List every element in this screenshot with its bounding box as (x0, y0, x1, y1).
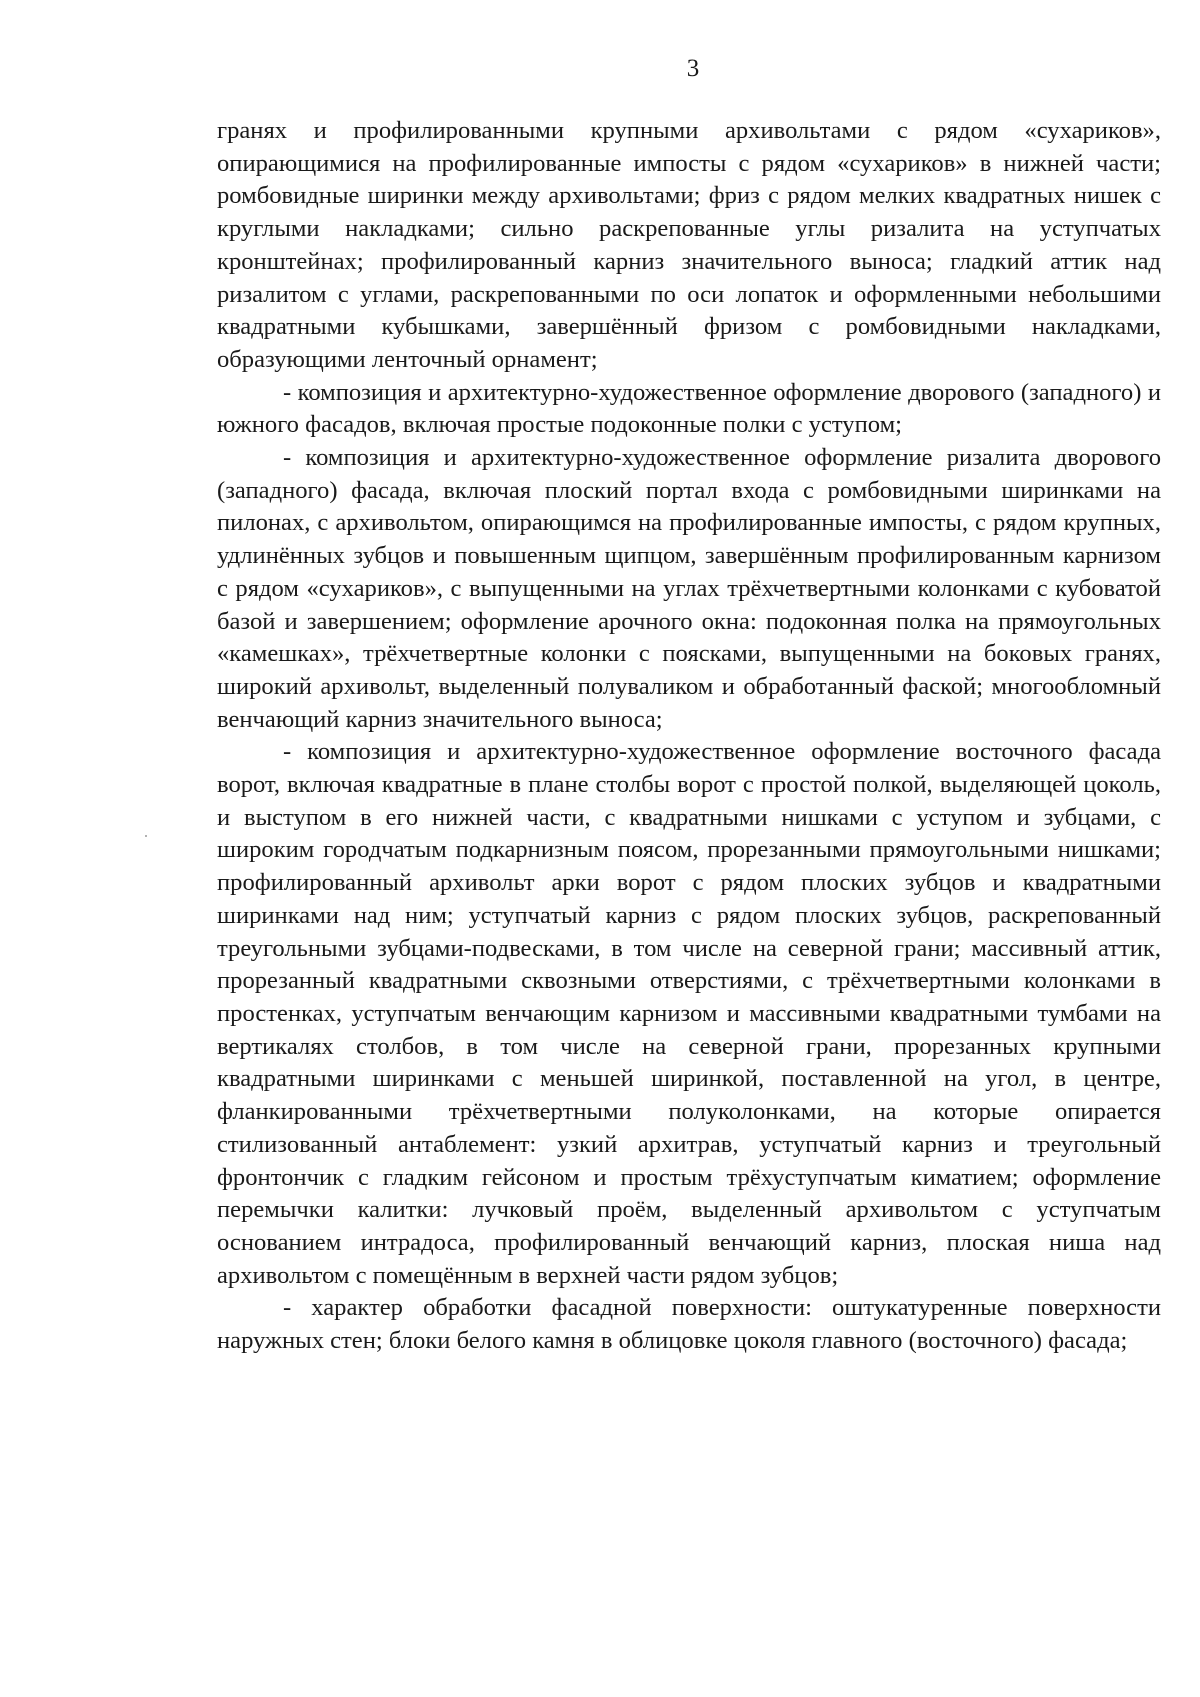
list-item-courtyard-risalit: - композиция и архитектурно-художественное оформление ризалита дворового (западного) фасада, включая плоский портал входа с ромбовидными ширинками на пилонах, с архивольтом, опирающимся на профилированные импосты, с рядом крупных, удлинённых зубцов и повышенным щипцом, завершённым профилированным карнизом с рядом «сухариков», с выпущенными на углах трёхчетвертными колонками с кубоватой базой и завершением; оформление арочного окна: подоконная полка на прямоугольных «камешках», трёхчетвертные колонки с поясками, выпущенными на боковых гранях, широкий архивольт, выделенный полуваликом и обработанный фаской; многообломный венчающий карниз значительного выноса; (217, 444, 1161, 733)
paragraph-continuation: гранях и профилированными крупными архивольтами с рядом «сухариков», опирающимися на профилированные импосты с рядом «сухариков» в нижней части; ромбовидные ширинки между архивольтами; фриз с рядом мелких квадратных нишек с круглыми накладками; сильно раскрепованные углы ризалита на уступчатых кронштейнах; профилированный карниз значительного выноса; гладкий аттик над ризалитом с углами, раскрепованными по оси лопаток и оформленными небольшими квадратными кубышками, завершённый фризом с ромбовидными накладками, образующими ленточный орнамент; (217, 117, 1161, 373)
scan-speck (145, 835, 147, 837)
list-item-gate-east-facade: - композиция и архитектурно-художественное оформление восточного фасада ворот, включая квадратные в плане столбы ворот с простой полкой, выделяющей цоколь, и выступом в его нижней части, с квадратными нишками с уступом и зубцами, с широким городчатым подкарнизным поясом, прорезанными прямоугольными нишками; профилированный архивольт арки ворот с рядом плоских зубцов и квадратными ширинками над ним; уступчатый карниз с рядом плоских зубцов, раскрепованный треугольными зубцами-подвесками, в том числе на северной грани; массивный аттик, прорезанный квадратными сквозными отверстиями, с трёхчетвертными колонками в простенках, уступчатым венчающим карнизом и массивными квадратными тумбами на вертикалях столбов, в том числе на северной грани, прорезанных крупными квадратными ширинками с меньшей ширинкой, поставленной на угол, в центре, фланкированными трёхчетвертными полуколонками, на которые опирается стилизованный антаблемент: узкий архитрав, уступчатый карниз и треугольный фронтончик с гладким гейсоном и простым трёхуступчатым киматием; оформление перемычки калитки: лучковый проём, выделенный архивольтом с уступчатым основанием интрадоса, профилированный венчающий карниз, плоская ниша над архивольтом с помещённым в верхней части рядом зубцов; (217, 738, 1161, 1289)
document-body (217, 115, 1161, 1358)
page-number: 3 (686, 55, 700, 82)
list-item-west-south-facades: - композиция и архитектурно-художественное оформление дворового (западного) и южного фасадов, включая простые подоконные полки с уступом; (217, 378, 1161, 439)
list-item-surface-finish: - характер обработки фасадной поверхности: оштукатуренные поверхности наружных стен; блоки белого камня в облицовке цоколя главного (восточного) фасада; (217, 1294, 1161, 1355)
